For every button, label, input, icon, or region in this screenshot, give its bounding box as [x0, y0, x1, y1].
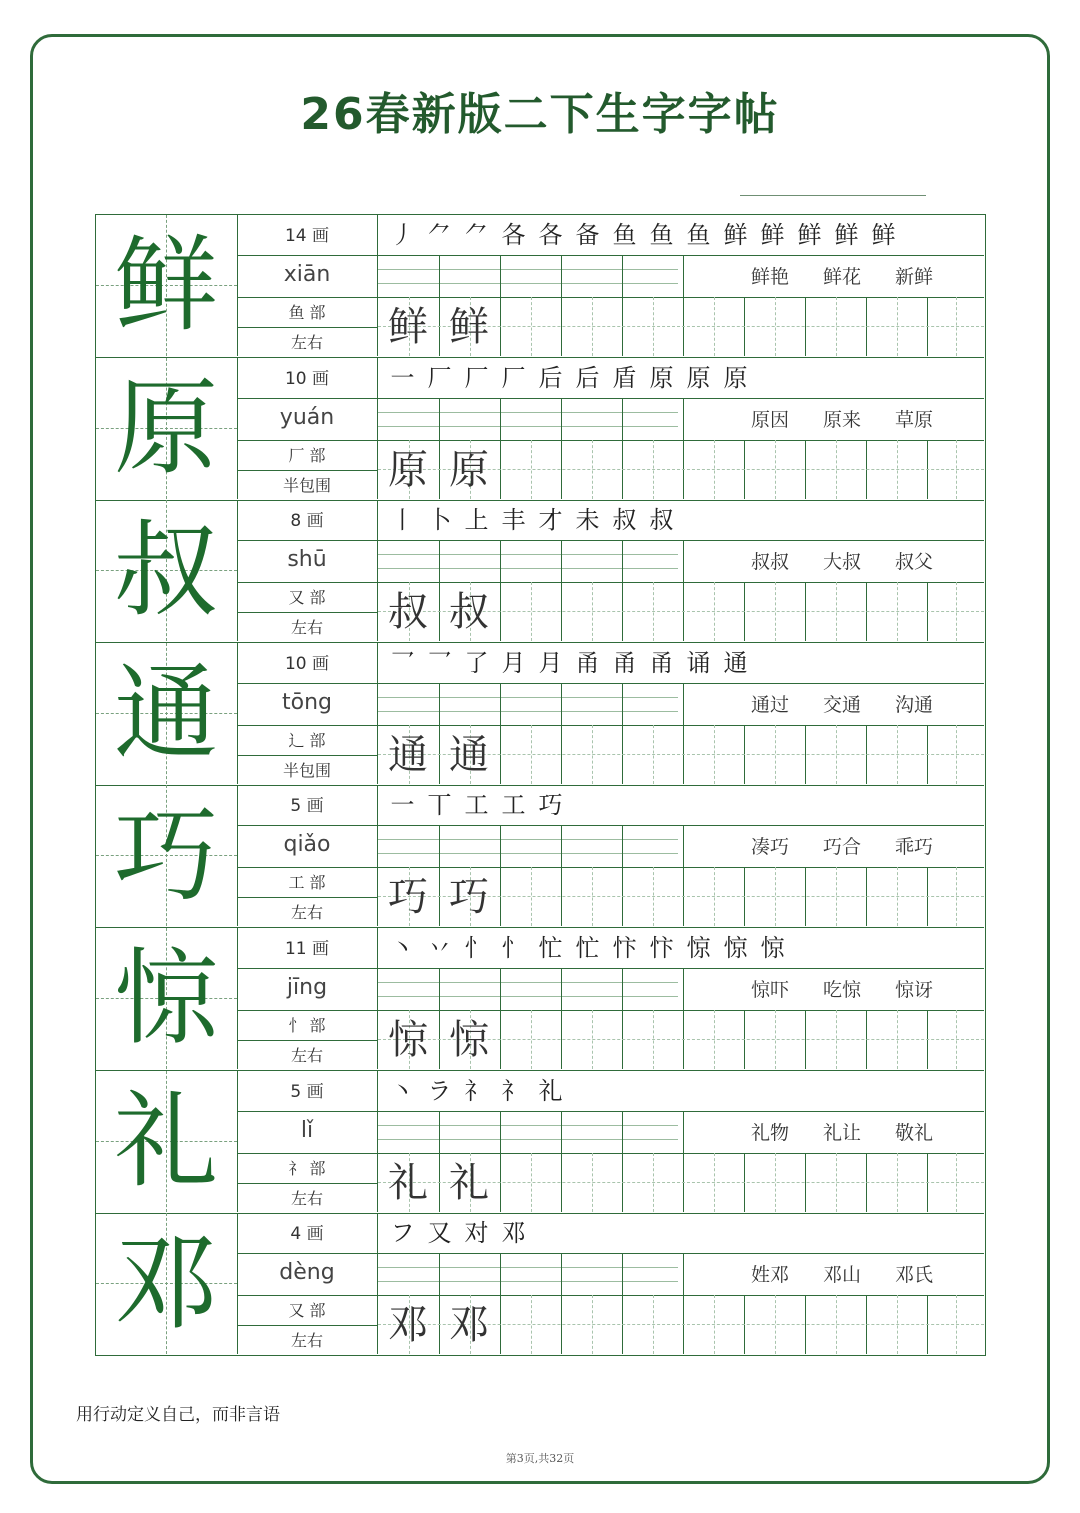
char-info	[238, 1213, 378, 1354]
page-title: 26春新版二下生字字帖	[300, 89, 780, 140]
char-info	[238, 928, 378, 1069]
stroke-step: 乛	[390, 648, 415, 677]
example-word: 礼让	[822, 1121, 861, 1144]
stroke-step: 原	[649, 363, 674, 392]
example-word: 巧合	[822, 836, 861, 859]
structure: 半包围	[282, 475, 331, 495]
stroke-count: 8 画	[290, 511, 324, 532]
structure: 左右	[290, 903, 323, 923]
big-char-cell	[96, 643, 238, 784]
char-info	[238, 1071, 378, 1212]
stroke-step: 厂	[427, 363, 452, 392]
stroke-order	[384, 500, 680, 540]
stroke-step: 礻	[464, 1076, 489, 1105]
stroke-step: 原	[686, 363, 711, 392]
stroke-step: 工	[501, 791, 526, 820]
stroke-step: 忄	[501, 934, 526, 962]
example-word: 乖巧	[894, 836, 933, 859]
practice-char: 惊	[449, 1017, 489, 1063]
example-word: 邓氏	[894, 1264, 933, 1287]
example-words	[734, 402, 984, 438]
stroke-step: フ	[390, 1219, 415, 1248]
radical: 忄 部	[288, 1016, 326, 1035]
big-char-cell	[96, 928, 238, 1069]
example-words	[734, 1115, 984, 1151]
radical: 又 部	[288, 588, 326, 608]
big-char: 邓	[113, 1222, 218, 1345]
practice-char: 鲜	[388, 304, 428, 350]
example-word: 叔叔	[750, 551, 789, 574]
stroke-step: 忄	[464, 934, 489, 962]
stroke-step: 备	[575, 221, 600, 249]
stroke-order	[384, 643, 754, 683]
stroke-step: 各	[538, 221, 563, 249]
stroke-count: 10 画	[284, 368, 330, 389]
big-char: 巧	[113, 794, 218, 917]
pinyin: qiǎo	[283, 832, 331, 858]
copybook-table	[95, 214, 986, 1356]
practice-char: 叔	[388, 589, 428, 636]
stroke-step: 丰	[501, 506, 526, 535]
stroke-step: 上	[464, 506, 489, 535]
char-info	[238, 500, 378, 641]
practice-char: 通	[388, 731, 428, 778]
pinyin: shū	[287, 547, 327, 573]
stroke-step: 鱼	[686, 221, 711, 249]
stroke-step: 忭	[649, 934, 674, 962]
stroke-step: 巧	[538, 791, 563, 820]
example-word: 新鲜	[894, 266, 933, 288]
stroke-step: 一	[390, 363, 415, 392]
writing-area	[378, 785, 984, 926]
stroke-step: 礼	[538, 1076, 563, 1105]
char-info	[238, 785, 378, 926]
stroke-step: 甬	[612, 648, 637, 677]
radical: 工 部	[288, 873, 326, 893]
example-word: 鲜艳	[750, 266, 789, 288]
big-char: 原	[113, 366, 218, 489]
example-word: 原来	[822, 408, 861, 431]
stroke-count: 5 画	[290, 796, 324, 817]
big-char-cell	[96, 785, 238, 926]
stroke-step: 鱼	[612, 221, 637, 249]
name-line	[740, 195, 926, 196]
stroke-step: ⺈	[464, 221, 489, 249]
structure: 左右	[290, 1331, 323, 1351]
stroke-step: 又	[427, 1219, 452, 1248]
big-char: 惊	[113, 937, 218, 1059]
char-info	[238, 215, 378, 356]
char-row	[96, 358, 984, 501]
big-char-cell	[96, 1213, 238, 1354]
example-word: 姓邓	[750, 1264, 789, 1287]
stroke-step: 了	[464, 648, 489, 677]
stroke-step: 丿	[390, 221, 415, 249]
char-row	[96, 785, 984, 928]
practice-char: 礼	[449, 1159, 489, 1206]
big-char: 通	[113, 651, 218, 774]
writing-area	[378, 500, 984, 641]
stroke-step: 丅	[427, 791, 452, 820]
structure: 左右	[290, 1046, 323, 1065]
writing-area	[378, 215, 984, 356]
big-char-cell	[96, 358, 238, 499]
stroke-step: 鲜	[871, 221, 896, 249]
big-char-cell	[96, 215, 238, 356]
practice-char: 鲜	[449, 304, 489, 350]
practice-char: 礼	[388, 1159, 428, 1206]
stroke-step: 厂	[501, 363, 526, 392]
char-info	[238, 358, 378, 499]
stroke-step: 各	[501, 221, 526, 249]
radical: 鱼 部	[288, 303, 326, 322]
writing-area	[378, 928, 984, 1069]
example-words	[734, 972, 984, 1008]
stroke-step: 诵	[686, 648, 711, 677]
stroke-count: 10 画	[284, 653, 330, 674]
stroke-step: 未	[575, 506, 600, 535]
practice-char: 邓	[449, 1302, 489, 1349]
stroke-step: 丷	[427, 934, 452, 962]
stroke-step: 鲜	[797, 221, 822, 249]
example-word: 通过	[750, 693, 789, 716]
example-word: 原因	[750, 408, 789, 431]
stroke-step: 惊	[686, 934, 711, 962]
stroke-step: 叔	[612, 506, 637, 535]
practice-char: 巧	[388, 874, 428, 921]
example-word: 凑巧	[750, 836, 789, 859]
char-row	[96, 643, 984, 786]
stroke-order	[384, 1071, 569, 1111]
structure: 左右	[290, 618, 323, 638]
stroke-step: 后	[575, 363, 600, 392]
stroke-step: 盾	[612, 363, 637, 392]
stroke-step: 才	[538, 506, 563, 535]
char-row	[96, 1213, 984, 1356]
stroke-count: 4 画	[290, 1224, 324, 1245]
stroke-step: 忭	[612, 934, 637, 962]
stroke-step: 鲜	[834, 221, 859, 249]
motto: 用行动定义自己，而非言语	[76, 1405, 280, 1425]
big-char-cell	[96, 1071, 238, 1212]
stroke-step: 忙	[575, 934, 600, 962]
radical: 礻 部	[288, 1158, 326, 1178]
stroke-step: 鱼	[649, 221, 674, 249]
example-words	[734, 544, 984, 580]
stroke-order	[384, 785, 569, 825]
stroke-step: 一	[390, 791, 415, 820]
pinyin: dèng	[279, 1260, 335, 1286]
example-words	[734, 829, 984, 865]
stroke-step: 礻	[501, 1076, 526, 1105]
char-row	[96, 928, 984, 1071]
stroke-count: 14 画	[284, 226, 330, 246]
stroke-step: 丶	[390, 1076, 415, 1105]
stroke-step: ⺈	[427, 221, 452, 249]
stroke-step: 甬	[575, 648, 600, 677]
stroke-step: ラ	[427, 1076, 452, 1105]
char-row	[96, 1071, 984, 1214]
stroke-count: 11 画	[284, 939, 330, 959]
stroke-step: 月	[538, 648, 563, 677]
writing-area	[378, 358, 984, 499]
structure: 左右	[290, 333, 323, 352]
stroke-count: 5 画	[290, 1081, 324, 1102]
big-char: 叔	[113, 509, 218, 632]
stroke-step: 邓	[501, 1219, 526, 1248]
practice-char: 叔	[449, 589, 489, 636]
stroke-step: 月	[501, 648, 526, 677]
stroke-step: 对	[464, 1219, 489, 1248]
example-word: 鲜花	[822, 266, 861, 288]
stroke-order	[384, 928, 791, 968]
pinyin: yuán	[279, 404, 335, 430]
stroke-step: 忙	[538, 934, 563, 962]
practice-char: 惊	[388, 1017, 428, 1063]
stroke-step: 卜	[427, 506, 452, 535]
example-word: 沟通	[894, 693, 933, 716]
pinyin: lǐ	[300, 1117, 314, 1143]
example-word: 交通	[822, 693, 861, 716]
stroke-step: 叔	[649, 506, 674, 535]
practice-char: 原	[388, 446, 428, 493]
structure: 半包围	[282, 760, 331, 780]
stroke-step: 甬	[649, 648, 674, 677]
char-row	[96, 500, 984, 643]
big-char-cell	[96, 500, 238, 641]
example-word: 惊吓	[750, 979, 789, 1001]
pinyin: tōng	[282, 689, 332, 715]
stroke-step: 乛	[427, 648, 452, 677]
example-word: 礼物	[750, 1121, 789, 1144]
page-indicator: 第3页,共32页	[505, 1452, 575, 1465]
structure: 左右	[290, 1188, 323, 1208]
example-word: 敬礼	[894, 1121, 933, 1144]
stroke-step: 原	[723, 363, 748, 392]
stroke-step: 鲜	[723, 221, 748, 249]
char-info	[238, 643, 378, 784]
big-char: 礼	[113, 1079, 218, 1202]
stroke-step: 厂	[464, 363, 489, 392]
stroke-step: 鲜	[760, 221, 785, 249]
practice-char: 巧	[449, 874, 489, 921]
practice-char: 邓	[388, 1302, 428, 1349]
example-word: 大叔	[822, 551, 861, 574]
stroke-step: 丨	[390, 506, 415, 535]
example-word: 邓山	[822, 1264, 861, 1287]
example-words	[734, 687, 984, 723]
example-words	[734, 1257, 984, 1293]
stroke-step: 后	[538, 363, 563, 392]
stroke-step: 工	[464, 791, 489, 820]
practice-char: 原	[449, 446, 489, 493]
example-word: 吃惊	[822, 979, 861, 1001]
radical: 辶 部	[288, 730, 326, 750]
radical: 又 部	[288, 1301, 326, 1321]
example-word: 草原	[894, 408, 933, 431]
char-row	[96, 215, 984, 358]
pinyin: jīng	[286, 975, 328, 1000]
example-words	[734, 259, 984, 295]
stroke-step: 惊	[723, 934, 748, 962]
stroke-order	[384, 1213, 532, 1253]
big-char: 鲜	[113, 224, 218, 346]
practice-char: 通	[449, 731, 489, 778]
stroke-order	[384, 215, 902, 255]
writing-area	[378, 643, 984, 784]
writing-area	[378, 1071, 984, 1212]
writing-area	[378, 1213, 984, 1354]
example-word: 叔父	[894, 551, 933, 574]
stroke-step: 惊	[760, 934, 785, 962]
example-word: 惊讶	[894, 979, 933, 1001]
stroke-order	[384, 358, 754, 398]
stroke-step: 通	[723, 648, 748, 677]
stroke-step: 丶	[390, 934, 415, 962]
radical: 厂 部	[288, 445, 326, 465]
pinyin: xiān	[283, 262, 331, 287]
